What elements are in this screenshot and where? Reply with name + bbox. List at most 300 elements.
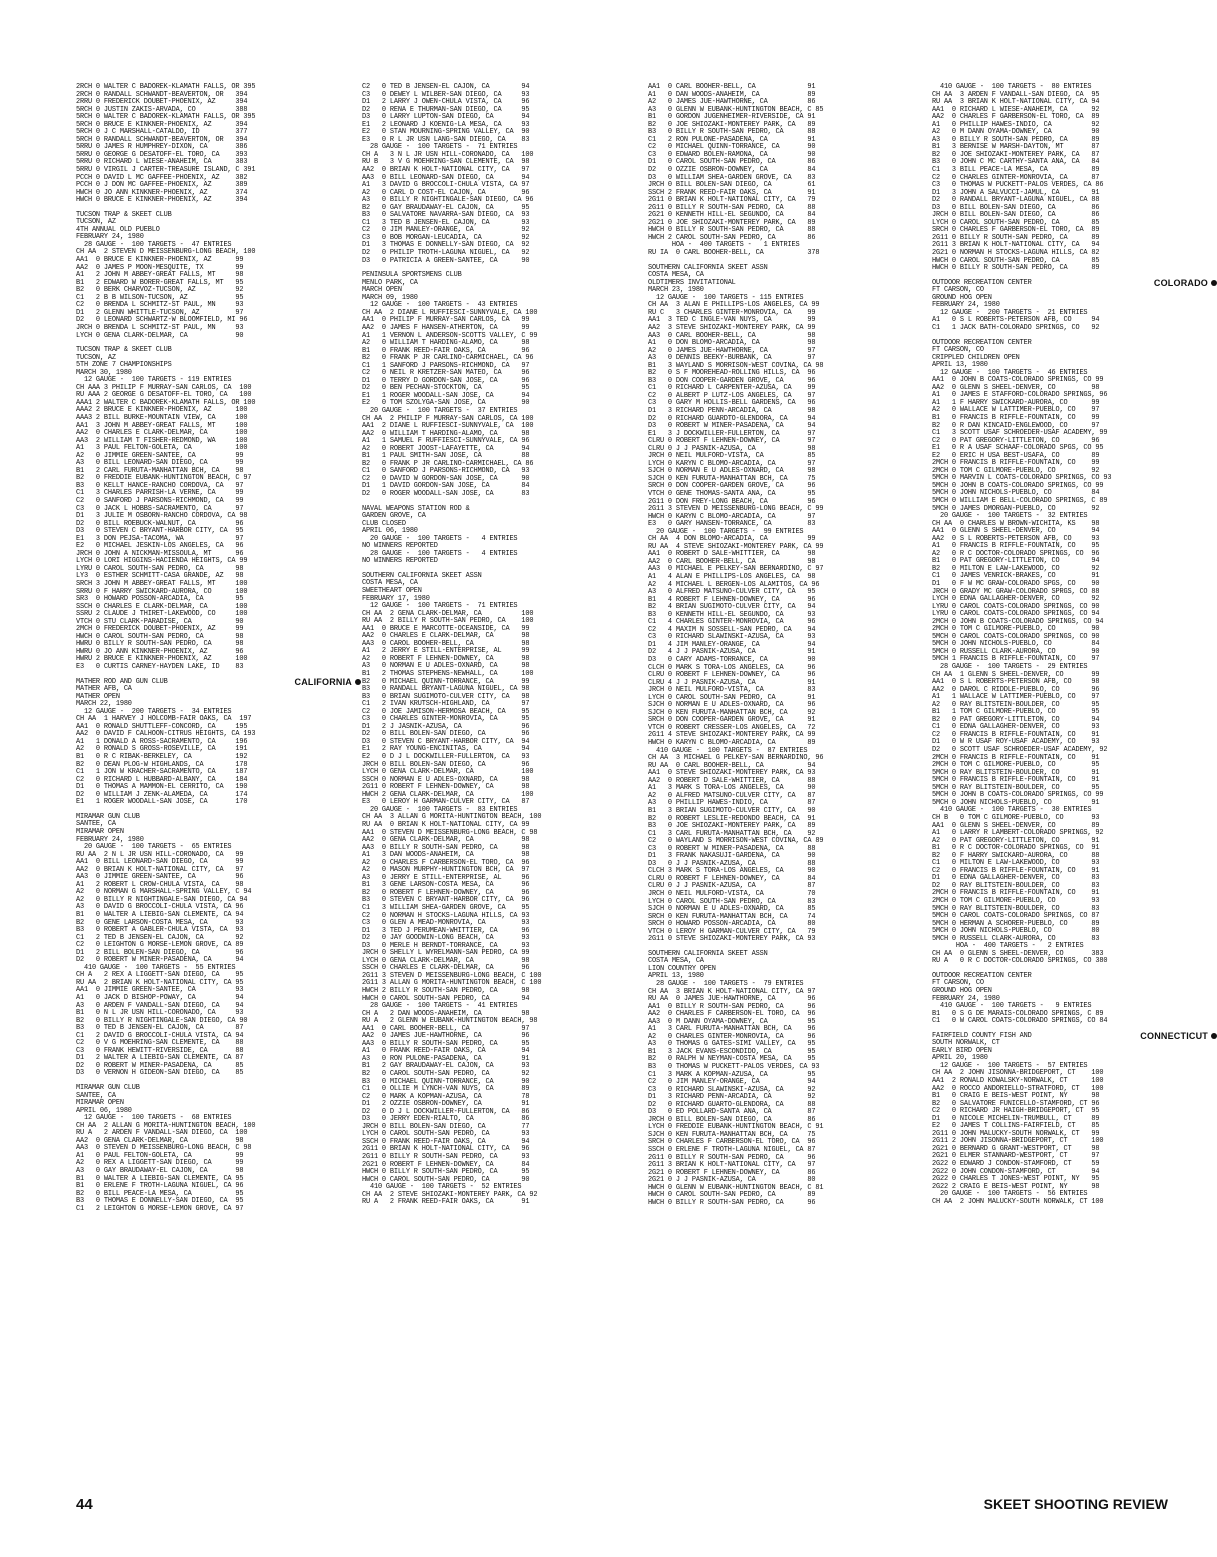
result-line: GROUND HOG OPEN bbox=[932, 986, 992, 995]
result-line: 5MCH 0 HERMAN A SCHORER-PUEBLO, CO 89 bbox=[932, 919, 1100, 928]
result-line: AA1 0 GLENN S SHEEL-DENVER, CO 94 bbox=[932, 527, 1100, 536]
result-line: E3 0 CURTIS CARNEY-HAYDEN LAKE, ID 83 bbox=[76, 663, 244, 672]
result-line: A1 2 JOHN M ABBEY-GREAT FALLS, MT 98 bbox=[76, 271, 244, 280]
result-line: D3 0 PATRICIA A GREEN-SANTEE, CA 90 bbox=[362, 256, 530, 265]
result-line: A2 0 BILLY R NIGHTINGALE-SAN DIEGO, CA 94 bbox=[76, 895, 248, 904]
result-line: 5MCH 0 RUSSELL CLARK-AURORA, CO 90 bbox=[932, 647, 1100, 656]
result-line: LYCH 0 KARYN C BLOMO-ARCADIA, CA 97 bbox=[648, 459, 816, 468]
result-line: 2MCH 0 FRANCIS B RIFFLE-FOUNTAIN, CO 99 bbox=[932, 459, 1100, 468]
result-line: 410 GAUGE - 100 TARGETS - 80 ENTRIES bbox=[932, 83, 1092, 91]
result-line: 5RCH 0 RANDALL SCHWANDT-BEAVERTON, OR 394 bbox=[76, 135, 248, 144]
result-line: E3 0 LEROY H GARMAN-CULVER CITY, CA 87 bbox=[362, 798, 530, 807]
result-line: APRIL 06, 1980 bbox=[76, 1106, 132, 1115]
result-line: 5MCH 0 JOHN NICHOLS-PUEBLO, CO 80 bbox=[932, 927, 1100, 936]
result-line: 5MCH 0 JOHN B COATS-COLORADO SPRINGS, CO 99 bbox=[932, 791, 1104, 800]
result-line: 2MCH 0 TOM C GILMORE-PUEBLO, CO 92 bbox=[932, 466, 1100, 475]
result-line: D1 4 JIM MANLEY-ORANGE, CA 94 bbox=[648, 640, 816, 649]
results-block bbox=[648, 951, 933, 1208]
result-line: B1 0 R C RIBAK-BERKELEY, CA 192 bbox=[76, 753, 248, 762]
result-line: 2MCH 0 TOM C GILMORE-PUEBLO, CO 95 bbox=[932, 761, 1100, 770]
result-line: TUCSON TRAP & SKEET CLUB bbox=[76, 346, 172, 355]
result-line: HOA - 400 TARGETS - 1 ENTRIES bbox=[648, 241, 800, 250]
result-line: CLCH 3 MARK S TORA-LOS ANGELES, CA 90 bbox=[648, 867, 816, 876]
result-line: HWCH 0 CAROL SOUTH-SAN PEDRO, CA 94 bbox=[362, 994, 530, 1003]
result-line: 20 GAUGE - 100 TARGETS - 83 ENTRIES bbox=[362, 805, 518, 814]
result-line: D1 0 W R USAF ROY-USAF ACADEMY, CO 93 bbox=[932, 738, 1100, 747]
result-line: C2 0 NEIL R KRETZER-SAN MATEO, CA 96 bbox=[362, 369, 530, 378]
result-line: OUTDOOR RECREATION CENTER bbox=[932, 278, 1032, 287]
result-line: 28 GAUGE - 100 TARGETS - 41 ENTRIES bbox=[362, 1002, 518, 1011]
result-line: CH A 3 N L JR USN HILL-CORONADO, CA 100 bbox=[362, 150, 534, 159]
result-line: 28 GAUGE - 100 TARGETS - 4 ENTRIES bbox=[362, 549, 518, 558]
result-line: A1 2 JERRY E STILL-ENTERPRISE, AL 99 bbox=[362, 647, 530, 656]
result-line: D2 0 WILLIAM J ZENK-ALAMEDA, CA 174 bbox=[76, 790, 248, 799]
result-line: C1 2 B B WILSON-TUCSON, AZ 95 bbox=[76, 293, 244, 302]
result-line: B1 0 S G DE MARAIS-COLORADO SPRINGS, C 89 bbox=[932, 1009, 1104, 1018]
result-line: C1 1 JON W KRACHER-SACRAMENTO, CA 187 bbox=[76, 768, 248, 777]
result-line: B2 0 F HARRY SWICKARD-AURORA, CO 88 bbox=[932, 851, 1100, 860]
result-line: PCCH 0 J DON MC GAFFEE-PHOENIX, AZ 389 bbox=[76, 181, 248, 190]
result-line: 2RRU 0 FREDERICK DOUBET-PHOENIX, AZ 394 bbox=[76, 98, 248, 107]
result-line: CLRU 0 ROBERT F LEHNEN-DOWNEY, CA 84 bbox=[648, 874, 816, 883]
result-line: 2G22 2 CRAIG E BEIS-WEST POINT, NY 98 bbox=[932, 1182, 1100, 1191]
result-line: B1 0 FRANCIS B RIFFLE-FOUNTAIN, CO 99 bbox=[932, 413, 1100, 422]
results-block bbox=[362, 272, 647, 498]
result-line: MATHER OPEN bbox=[76, 692, 120, 701]
result-line: AA1 0 CARL BOOHER-BELL, CA 91 bbox=[648, 83, 816, 91]
result-line: A3 0 BILLY R SOUTH-SAN PEDRO, CA 89 bbox=[932, 135, 1100, 144]
result-line: B1 2 GAY BRAUDAWAY-EL CAJON, CA 93 bbox=[362, 1062, 530, 1071]
result-line: A1 0 FRANCIS B RIFFLE-FOUNTAIN, CO 95 bbox=[932, 542, 1100, 551]
result-line: AA3 0 CARL BOOHER-BELL, CA 98 bbox=[648, 331, 816, 340]
result-line: FEBRUARY 24, 1980 bbox=[932, 301, 1000, 310]
result-line: CH B 0 TOM C GILMORE-PUEBLO, CO 93 bbox=[932, 813, 1100, 822]
result-line: A2 0 RONALD S GROSS-ROSEVILLE, CA 191 bbox=[76, 745, 248, 754]
results-block bbox=[76, 212, 361, 340]
result-line: B3 0 THOMAS E DONNELLY-SAN DIEGO, CA 95 bbox=[76, 1197, 244, 1206]
result-line: HWCH 0 KARYN C BLOMO-ARCADIA, CA 89 bbox=[648, 739, 816, 748]
result-line: E1 0 R A USAF SCHAAF-COLORADO SPGS, CO 95 bbox=[932, 444, 1104, 453]
result-line: C2 0 TED B JENSEN-EL CAJON, CA 94 bbox=[362, 83, 530, 91]
result-line: 12 GAUGE - 100 TARGETS - 46 ENTRIES bbox=[932, 368, 1088, 377]
result-line: MIRAMAR GUN CLUB bbox=[76, 1084, 140, 1092]
result-line: B3 0 SALVATORE NAVARRA-SAN DIEGO, CA 93 bbox=[362, 211, 530, 220]
result-line: RU A 0 R C DOCTOR-COLORADO SPRINGS, CO 380 bbox=[932, 957, 1108, 966]
result-line: B3 0 TED B JENSEN-EL CAJON, CA 87 bbox=[76, 1024, 244, 1033]
result-line: C1 2 RON PULONE-PASADENA, CA 91 bbox=[648, 135, 816, 144]
result-line: AA2 0 JAMES P MOON-MESQUITE, TX 99 bbox=[76, 263, 244, 272]
result-line: C1 2 LEIGHTON G MORSE-LEMON GROVE, CA 97 bbox=[76, 1204, 244, 1213]
result-line: 410 GAUGE - 100 TARGETS - 9 ENTRIES bbox=[932, 1002, 1092, 1011]
result-line: SJCH 0 NORMAN E U ADLES-OXNARD, CA 85 bbox=[648, 905, 816, 914]
result-line: 5RCH 0 WALTER C BADOREK-KLAMATH FALLS, OR 395 bbox=[76, 113, 256, 122]
result-line: MIRAMAR OPEN bbox=[76, 1099, 124, 1108]
result-line: FEBRUARY 24, 1980 bbox=[76, 233, 144, 242]
result-line: D1 0 EDNA GALLAGHER-DENVER, CO 83 bbox=[932, 874, 1100, 883]
result-line: E1 1 ROGER WOODALL-SAN JOSE, CA 94 bbox=[362, 391, 530, 400]
result-line: C1 3 CARL FURUTA-MANHATTAN BCH, CA 92 bbox=[648, 829, 816, 838]
result-line: CH AA 4 DON BLOMO-ARCADIA, CA 99 bbox=[648, 535, 816, 544]
result-line: AA1 0 ROBERT D SALE-WHITTIER, CA 98 bbox=[648, 550, 816, 559]
result-line: HWRU 0 JO ANN KINKNER-PHOENIX, AZ 96 bbox=[76, 647, 244, 656]
result-line: AA2 0 CHARLES F CARBERSON-EL TORO, CA 96 bbox=[648, 1010, 816, 1019]
result-line: AA2 0 ROCCO ANDORIELLO-STRATFORD, CT 100 bbox=[932, 1084, 1104, 1093]
result-line: AA1 0 CARL BOOHER-BELL, CA 97 bbox=[362, 1024, 530, 1033]
result-line: C3 0 GARY M HOLLIS-BELL GARDENS, CA 96 bbox=[648, 399, 816, 408]
result-line: C3 0 BOB MORGAN-LEUCADIA, CA 92 bbox=[362, 233, 530, 242]
results-block bbox=[648, 265, 933, 944]
result-line: B1 3 WAYLAND S MORRISON-WEST COVINA, CA 98 bbox=[648, 361, 824, 370]
result-line: MARCH OPEN bbox=[362, 286, 402, 295]
results-block bbox=[362, 84, 647, 265]
results-block bbox=[932, 277, 1217, 333]
result-line: C1 2 TED B JENSEN-EL CAJON, CA 92 bbox=[76, 933, 244, 942]
result-line: SSCH 0 FRANK REED-FAIR OAKS, CA 94 bbox=[362, 1137, 530, 1146]
result-line: JRCH 0 BILL BOLEN-SAN DIEGO, CA 86 bbox=[648, 1115, 816, 1124]
result-line: B1 2 CARL FURUTA-MANHATTAN BCH, CA 98 bbox=[76, 466, 244, 475]
result-line: 5MCH 0 FRANCIS B RIFFLE-FOUNTAIN, CO 91 bbox=[932, 776, 1100, 785]
result-line: HWRU 2 BRUCE E KINKNER-PHOENIX, AZ 100 bbox=[76, 655, 248, 664]
result-line: SRCH 0 HOWARD POSSON-ARCADIA, CA 80 bbox=[648, 920, 816, 929]
result-line: LYCH 0 GENA CLARK-DELMAR, CA 100 bbox=[362, 768, 534, 777]
result-line: SRCH 0 CHARLES F GARBERSON-EL TORO, CA 89 bbox=[932, 226, 1100, 235]
result-line: A1 1 WALLACE W LATTIMER-PUEBLO, CO 97 bbox=[932, 693, 1100, 702]
result-line: 5MCH 0 JOHN NICHOLS-PUEBLO, CO 84 bbox=[932, 640, 1100, 649]
bullet-icon bbox=[1211, 280, 1217, 286]
result-line: SRRU 0 F HARRY SWICKARD-AURORA, CO 100 bbox=[76, 587, 248, 596]
result-line: HWCH 0 CAROL SOUTH-SAN PEDRO, CA 90 bbox=[362, 1175, 530, 1184]
result-line: 2G22 0 CHARLES T JONES-WEST POINT, NY 95 bbox=[932, 1175, 1100, 1184]
result-line: E3 0 GARY HANSEN-TORRANCE, CA 83 bbox=[648, 520, 816, 529]
result-line: C2 0 FRANCIS B RIFFLE-FOUNTAIN, CO 91 bbox=[932, 730, 1100, 739]
result-line: B1 1 PAUL SMITH-SAN JOSE, CA 88 bbox=[362, 452, 530, 461]
result-line: SJCH 0 KEN FURUTA-MANHATTAN BCH, CA 75 bbox=[648, 1130, 816, 1139]
result-line: A1 0 PAUL FELTON-GOLETA, CA 99 bbox=[76, 1151, 244, 1160]
result-line: CH AA 2 ALLAN G MORITA-HUNTINGTON BEACH, 100 bbox=[76, 1121, 256, 1130]
result-line: SOUTH NORWALK, CT bbox=[932, 1039, 1000, 1048]
result-line: B1 0 WALTER A LIEBIG-SAN CLEMENTE, CA 95 bbox=[76, 1174, 244, 1183]
result-line: A1 4 ALAN E PHILLIPS-LOS ANGELES, CA 98 bbox=[648, 573, 816, 581]
result-line: A3 0 GAY BRAUDAWAY-EL CAJON, CA 98 bbox=[76, 1167, 244, 1176]
result-line: B3 0 KELLT HANCE-RANCHO CORDOVA, CA 97 bbox=[76, 481, 244, 490]
result-line: RU A 2 GLENN W EUBANK-HUNTINGTON BEACH, 98 bbox=[362, 1017, 538, 1026]
result-line: AA3 0 CAROL BOOHER-BELL, CA 98 bbox=[362, 639, 530, 648]
result-line: VTCH 0 ROBERT CRESSER-LOS ANGELES, CA 72 bbox=[648, 723, 816, 732]
result-line: JRCH 0 JOHN A NICKMAN-MISSOULA, MT 96 bbox=[76, 549, 244, 558]
result-line: RU AAA 2 GEORGE G DESATOFF-EL TORO, CA 100 bbox=[76, 391, 252, 400]
result-line: D1 3 RICHARD PENN-ARCADIA, CA 92 bbox=[648, 1093, 816, 1102]
result-line: SOUTHERN CALIFORNIA SKEET ASSN bbox=[362, 571, 482, 580]
result-line: B2 0 DEAN PLOG-W HIGHLANDS, CA 178 bbox=[76, 760, 248, 769]
result-line: B1 0 FRANK REED-FAIR OAKS, CA 96 bbox=[362, 346, 530, 355]
result-line: 12 GAUGE - 100 TARGETS - 115 ENTRIES bbox=[648, 293, 804, 302]
result-line: E2 0 D J L DOCKWILLER-FULLERTON, CA 93 bbox=[362, 753, 530, 762]
result-line: B2 0 ROBERT F LEHNEN-DOWNEY, CA 96 bbox=[362, 888, 530, 897]
result-line: B3 0 BILLY R SOUTH-SAN PEDRO, CA 88 bbox=[648, 128, 816, 137]
result-line: A1 1 VERNON L ANDERSON-SCOTTS VALLEY, C 99 bbox=[362, 331, 538, 340]
result-line: D2 0 RICHARD GUARTO-GLENDORA, CA 88 bbox=[648, 1100, 816, 1109]
result-line: 28 GAUGE - 100 TARGETS - 71 ENTRIES bbox=[362, 143, 518, 152]
result-line: MARCH 23, 1980 bbox=[648, 286, 704, 295]
result-line: CH AA 2 PHILIP F MURRAY-SAN CARLOS, CA 100 bbox=[362, 414, 534, 423]
result-line: B1 3 BERNISE W MARSH-DAYTON, MT 87 bbox=[932, 143, 1100, 152]
result-line: A2 0 ROBERT JOOST-LAFAYETTE, CA 94 bbox=[362, 444, 530, 453]
result-line: C2 0 MICHAEL QUINN-TORRANCE, CA 90 bbox=[648, 143, 816, 152]
result-line: CH AA 0 CHARLES W BROWN-WICHITA, KS 98 bbox=[932, 519, 1100, 528]
result-line: A1 0 JACK D BISHOP-POWAY, CA 94 bbox=[76, 993, 244, 1002]
result-line: B2 0 JOE SHIOZAKI-MONTEREY PARK, CA 89 bbox=[648, 120, 816, 129]
result-line: MENLO PARK, CA bbox=[362, 278, 418, 287]
result-line: C1 3 BILL PEACE-LA MESA, CA 89 bbox=[932, 166, 1100, 175]
result-line: B2 0 FRANK P JR CARLINO-CARMICHAEL, CA 96 bbox=[362, 354, 534, 363]
result-line: AA2 0 CHARLES E CLARK-DELMAR, CA 98 bbox=[362, 632, 530, 641]
result-line: D1 0 CAROL SOUTH-SAN PEDRO, CA 86 bbox=[648, 158, 816, 167]
result-line: B2 0 MILTON E LAW-LAKEWOOD, CO 92 bbox=[932, 564, 1100, 573]
result-line: C3 0 RICHARD SLAWINSKI-AZUSA, CA 93 bbox=[648, 633, 816, 642]
result-line: A1 0 LARRY R LAMBERT-COLORADO SPRINGS, 92 bbox=[932, 829, 1104, 838]
result-line: HWCH 0 JO ANN KINKNER-PHOENIX, AZ 374 bbox=[76, 188, 248, 197]
result-line: D1 2 WALTER A LIEBIG-SAN CLEMENTE, CA 87 bbox=[76, 1054, 244, 1063]
result-line: 410 GAUGE - 100 TARGETS - 52 ENTRIES bbox=[362, 1183, 522, 1192]
result-line: A2 0 CHARLES GINTER-MONROVIA, CA 96 bbox=[648, 1032, 816, 1041]
result-line: HOA - 400 TARGETS - 2 ENTRIES bbox=[932, 942, 1084, 951]
result-line: AA1 0 BRUCE E MARCOTTE-OCEANSIDE, CA 99 bbox=[362, 624, 530, 633]
result-line: MATHER AFB, CA bbox=[76, 685, 132, 694]
result-line: AA3 0 STEVEN D MEISSENBURG-LONG BEACH, C 98 bbox=[76, 1144, 252, 1153]
result-line: AA2 3 STEVE SHIOZAKI-MONTEREY PARK, CA 99 bbox=[648, 323, 816, 332]
result-line: D1 3 TED J PERUMEAN-WHITTIER, CA 96 bbox=[362, 926, 530, 935]
result-line: C2 0 FRANCIS B RIFFLE-FOUNTAIN, CO 91 bbox=[932, 866, 1100, 875]
result-line: A2 0 CARL D COST-EL CAJON, CA 96 bbox=[362, 188, 530, 197]
result-line: 2G11 0 BILLY R SOUTH-SAN PEDRO, CA 96 bbox=[648, 1153, 816, 1162]
result-line: AA1 0 STEVEN D MEISSENBURG-LONG BEACH, C 98 bbox=[362, 828, 538, 837]
result-line: AA1 0 JIMMIE GREEN-SANTEE, CA 93 bbox=[76, 986, 244, 995]
result-line: 410 GAUGE - 100 TARGETS - 55 ENTRIES bbox=[76, 963, 236, 972]
result-line: MATHER ROD AND GUN CLUB bbox=[76, 677, 168, 686]
result-line: C3 0 FRANK HEWITT-RIVERSIDE, CA 88 bbox=[76, 1046, 244, 1055]
result-line: C3 0 EDWARD BOLEN-RAMONA, CA 90 bbox=[648, 150, 816, 159]
result-line: VTCH 0 STU CLARK-PARADISE, CA 90 bbox=[76, 617, 244, 626]
result-line: 12 GAUGE - 200 TARGETS - 21 ENTRIES bbox=[932, 308, 1088, 317]
publication-title: SKEET SHOOTING REVIEW bbox=[983, 1496, 1168, 1512]
result-line: C2 0 BRENDA L SCHMITZ-ST PAUL, MN 93 bbox=[76, 301, 244, 310]
result-line: 5MCH 0 RAY BLITSTEIN-BOULDER, CO 83 bbox=[932, 904, 1100, 913]
result-line: E1 1 ROGER WOODALL-SAN JOSE, CA 170 bbox=[76, 798, 248, 807]
result-line: D2 0 RANDALL BRYANT-LAGUNA NIGUEL, CA 88 bbox=[932, 196, 1100, 205]
result-line: JRCH 0 BILL BOLEN-SAN DIEGO, CA 86 bbox=[932, 211, 1100, 220]
result-line: A2 0 R C DOCTOR-COLORADO SPRINGS, CO 96 bbox=[932, 549, 1100, 558]
result-line: AA1 0 JOHN B COATS-COLORADO SPRINGS, CO 99 bbox=[932, 376, 1104, 385]
result-line: GARDEN GROVE, CA bbox=[362, 512, 426, 521]
result-line: D2 0 BEN PECHAN-STOCKTON, CA 95 bbox=[362, 384, 530, 393]
result-line: SANTEE, CA bbox=[76, 820, 116, 829]
result-line: A3 0 BILL LEONARD-SAN DIEGO, CA 99 bbox=[76, 459, 244, 468]
result-line: B2 0 FREDDIE EUBANK-HUNTINGTON BEACH, C 97 bbox=[76, 474, 252, 483]
result-line: B1 0 ERLENE F TROTH-LAGUNA NIGUEL, CA 96 bbox=[76, 1182, 244, 1191]
result-line: AA3 0 BILLY R SOUTH-SAN PEDRO, CA 98 bbox=[362, 843, 530, 852]
result-line: VTCH 0 LEROY H GARMAN-CULVER CITY, CA 79 bbox=[648, 927, 816, 936]
result-line: RU AA 2 BRIAN K HOLT-NATIONAL CITY, CA 95 bbox=[76, 978, 244, 987]
result-line: D1 3 JOHN A SALVUCCI-JAMUL, CA 91 bbox=[932, 188, 1100, 197]
result-line: B1 1 TOM C GILMORE-PUEBLO, CO 95 bbox=[932, 708, 1100, 717]
result-line: JRCH 0 NEIL MULFORD-VISTA, CA 70 bbox=[648, 889, 816, 898]
result-line: D3 0 BILL BOLEN-SAN DIEGO, CA 86 bbox=[932, 203, 1100, 212]
result-line: SOUTHERN CALIFORNIA SKEET ASSN bbox=[648, 263, 768, 272]
result-line: 12 GAUGE - 100 TARGETS - 57 ENTRIES bbox=[932, 1061, 1088, 1070]
result-line: A1 0 JAMES E STAFFORD-COLORADO SPRINGS, 96 bbox=[932, 391, 1108, 400]
result-line: 5RCH 0 BRUCE E KINKNER-PHOENIX, AZ 394 bbox=[76, 120, 248, 129]
result-line: 5RRU 0 VIRGIL J CARTER-TREASURE ISLAND, C 391 bbox=[76, 166, 256, 175]
result-line: CLRU 0 J J PASNIK-AZUSA, CA 98 bbox=[648, 444, 816, 453]
result-line: A1 3 PAUL FELTON-GOLETA, CA 100 bbox=[76, 444, 248, 453]
result-line: CH AA 1 HARVEY J HOLCOMB-FAIR OAKS, CA 197 bbox=[76, 715, 252, 724]
state-name: CONNECTICUT bbox=[1140, 1030, 1208, 1041]
result-line: RU AA 0 BRIAN K HOLT-NATIONAL CITY, CA 99 bbox=[362, 820, 530, 829]
result-line: B1 2 EDWARD W BORER-GREAT FALLS, MT 95 bbox=[76, 278, 244, 287]
result-line: 5MCH 0 RUSSELL CLARK-AURORA, CO 83 bbox=[932, 934, 1100, 943]
result-line: CH A 2 DAN WOODS-ANAHEIM, CA 98 bbox=[362, 1009, 530, 1018]
result-line: B3 0 STEVEN C BRYANT-HARBOR CITY, CA 96 bbox=[362, 896, 530, 905]
result-line: HWCH 0 BRUCE E KINKNER-PHOENIX, AZ 394 bbox=[76, 196, 248, 205]
result-line: A3 0 DAVID G BROCCOLI-CHULA VISTA, CA 96 bbox=[76, 903, 244, 912]
result-line: C3 0 JACK L HOBBS-SACRAMENTO, CA 97 bbox=[76, 504, 244, 513]
result-line: SOUTHERN CALIFORNIA SKEET ASSN bbox=[648, 949, 768, 958]
result-line: C1 1 SANFORD J PARSONS-RICHMOND, CA 97 bbox=[362, 361, 530, 370]
result-line: 2RCH 0 WALTER C BADOREK-KLAMATH FALLS, OR 395 bbox=[76, 83, 256, 91]
result-line: AA3 0 BILL LEONARD-SAN DIEGO, CA 94 bbox=[362, 173, 530, 182]
result-line: CH AA 1 GLENN S SHEEL-DENVER, CO 99 bbox=[932, 670, 1100, 679]
result-line: B2 0 JOE SHIOZAKI-MONTEREY PARK, CA 87 bbox=[932, 150, 1100, 159]
result-line: 28 GAUGE - 100 TARGETS - 79 ENTRIES bbox=[648, 979, 804, 988]
result-line: C1 0 EDNA GALLAGHER-DENVER, CO 93 bbox=[932, 723, 1100, 732]
result-line: C3 0 THOMAS W PUCKETT-PALOS VERDES, CA 86 bbox=[932, 181, 1104, 190]
result-line: E2 0 ERIC H USA BEST-USAFA, CO 89 bbox=[932, 451, 1100, 460]
result-line: OUTDOOR RECREATION CENTER bbox=[932, 971, 1032, 980]
result-line: AA2 0 GLENN S SHEEL-DENVER, CO 98 bbox=[932, 383, 1100, 392]
result-line: HWCH 2 CAROL SOUTH-SAN PEDRO, CA 86 bbox=[648, 233, 816, 242]
result-line: 5MCH 0 JOHN NICHOLS-PUEBLO, CO 84 bbox=[932, 489, 1100, 498]
result-line: A2 0 WILLIAM T HARDING-ALAMO, CA 98 bbox=[362, 339, 530, 348]
results-block bbox=[76, 347, 361, 672]
result-line: D2 4 J J PASNIK-AZUSA, CA 91 bbox=[648, 648, 816, 657]
result-line: SSCH 0 NORMAN E U ADLES-OXNARD, CA 98 bbox=[362, 775, 530, 784]
result-line: E2 0 TOM SZOLYGA-SAN JOSE, CA 90 bbox=[362, 399, 530, 408]
result-line: A3 0 PHILLIP HAWES-INDIO, CA 87 bbox=[648, 799, 816, 808]
result-line: C2 0 RICHARD L HUBBARD-ALBANY, CA 184 bbox=[76, 775, 248, 784]
result-line: A2 0 NORMAN G MARSHALL-SPRING VALLEY, C 94 bbox=[76, 888, 252, 897]
result-line: FT CARSON, CO bbox=[932, 346, 984, 355]
result-line: D3 0 MERLE H BERNDT-TORRANCE, CA 93 bbox=[362, 941, 530, 950]
result-line: AAA2 2 BRUCE E KINKNER-PHOENIX, AZ 100 bbox=[76, 406, 248, 415]
result-line: 2MCH 0 TOM C GILMORE-PUEBLO, CO 93 bbox=[932, 896, 1100, 905]
result-line: A3 0 JERRY E STILL-ENTERPRISE, AL 96 bbox=[362, 873, 530, 882]
result-line: C2 0 NORMAN H STOCKS-LAGUNA HILLS, CA 93 bbox=[362, 911, 530, 920]
result-line: 5MCH 0 CAROL COATS-COLORADO SPRINGS, CO 90 bbox=[932, 632, 1100, 641]
result-line: A1 0 PHILLIP HAWES-INDIO, CA 92 bbox=[932, 120, 1100, 129]
results-column-3 bbox=[648, 84, 933, 1384]
result-line: OUTDOOR RECREATION CENTER bbox=[932, 338, 1032, 347]
result-line: C2 0 RICHARD JR HAIGH-BRIDGEPORT, CT 95 bbox=[932, 1107, 1100, 1116]
result-line: LYCH 0 FREDDIE EUBANK-HUNTINGTON BEACH, C 91 bbox=[648, 1123, 824, 1132]
result-line: A1 0 S L ROBERTS-PETERSON AFB, CO 94 bbox=[932, 316, 1100, 325]
result-line: JRCH 0 SHELLY L WYRELMANN-SAN PEDRO, CA 99 bbox=[362, 949, 530, 958]
result-line: FT CARSON, CO bbox=[932, 286, 984, 295]
result-line: SSCH 0 CHARLES E CLARK-DELMAR, CA 96 bbox=[362, 964, 530, 973]
result-line: 12 GAUGE - 100 TARGETS - 119 ENTRIES bbox=[76, 376, 232, 385]
result-line: 2G21 0 JOE SHIOZAKI-MONTEREY PARK, CA 89 bbox=[648, 218, 816, 227]
result-line: 5MCH 1 FRANCIS B RIFFLE-FOUNTAIN, CO 97 bbox=[932, 655, 1100, 664]
result-line: 28 GAUGE - 100 TARGETS - 29 ENTRIES bbox=[932, 663, 1088, 672]
result-line: B2 0 R DAN KINCAID-ENGLEWOOD, CO 97 bbox=[932, 421, 1100, 430]
result-line: LYCH 0 GENA CLARK-DELMAR, CA 98 bbox=[362, 956, 530, 965]
result-line: CH AAA 3 PHILIP F MURRAY-SAN CARLOS, CA 100 bbox=[76, 383, 252, 392]
result-line: AA1 3 JOHN M ABBEY-GREAT FALLS, MT 100 bbox=[76, 421, 248, 430]
result-line: RU AA 2 N L JR USN HILL-CORONADO, CA 99 bbox=[76, 850, 244, 859]
result-line: SJCH 0 KEN FURUTA-MANHATTAN BCH, CA 75 bbox=[648, 474, 816, 483]
result-line: 5MCH 0 JOHN NICHOLS-PUEBLO, CO 91 bbox=[932, 798, 1100, 807]
result-line: C2 0 JIM MANLEY-ORANGE, CA 92 bbox=[362, 226, 530, 235]
result-line: B1 0 CRAIG E BEIS-WEST POINT, NY 98 bbox=[932, 1092, 1100, 1101]
result-line: LYCH 0 LORI HIGGINS-HACIENDA HEIGHTS, CA 99 bbox=[76, 557, 248, 566]
result-line: B1 2 THOMAS STEPHENS-NEWHALL, CA 100 bbox=[362, 670, 534, 679]
result-line: B3 0 BRIAN SUGIMOTO-CULVER CITY, CA 98 bbox=[362, 692, 530, 701]
result-line: C3 0 ROBERT W MINER-PASADENA, CA 88 bbox=[648, 844, 816, 853]
result-line: B2 4 BRIAN SUGIMOTO-CULVER CITY, CA 94 bbox=[648, 603, 816, 612]
result-line: 2G22 0 EDWARD J CONDON-STAMFORD, CT 59 bbox=[932, 1160, 1100, 1169]
result-line: 2G11 0 BILLY R SOUTH-SAN PEDRO, CA 93 bbox=[362, 1153, 530, 1162]
result-line: B3 0 DON COOPER-GARDEN GROVE, CA 96 bbox=[648, 376, 816, 385]
result-line: D1 0 F W MC GRAW-COLORADO SPGS, CO 90 bbox=[932, 580, 1100, 588]
result-line: 410 GAUGE - 100 TARGETS - 30 ENTRIES bbox=[932, 806, 1092, 815]
result-line: 5RRU 0 JAMES R HUMPHREY-DIXON, CA 386 bbox=[76, 143, 248, 152]
result-line: C2 0 CHARLES GINTER-MONROVIA, CA 87 bbox=[932, 173, 1100, 182]
result-line: B1 0 N L JR USN HILL-CORONADO, CA 93 bbox=[76, 1009, 244, 1018]
result-line: E1 2 LEONARD J KOENIG-LA MESA, CA 93 bbox=[362, 120, 530, 129]
result-line: 20 GAUGE - 100 TARGETS - 56 ENTRIES bbox=[932, 1190, 1088, 1199]
result-line: 2G22 0 JOHN CONDON-STAMFORD, CT 94 bbox=[932, 1167, 1100, 1176]
result-line: C3 0 CHARLES GINTER-MONROVIA, CA 95 bbox=[362, 715, 530, 724]
result-line: CLRU 0 ROBERT F LEHNEN-DOWNEY, CA 96 bbox=[648, 671, 816, 680]
result-line: 12 GAUGE - 100 TARGETS - 68 ENTRIES bbox=[76, 1114, 232, 1123]
result-line: JRCH 0 BILL BOLEN-SAN DIEGO, CA 96 bbox=[362, 760, 530, 769]
result-line: B1 3 BRIAN SUGIMOTO-CULVER CITY, CA 90 bbox=[648, 806, 816, 815]
result-line: A2 0 ALFRED MATSUNO-CULVER CITY, CA 87 bbox=[648, 791, 816, 800]
state-heading bbox=[1140, 1030, 1217, 1041]
result-line: C2 0 SANFORD J PARSONS-RICHMOND, CA 99 bbox=[76, 496, 244, 505]
result-line: C1 4 CHARLES GINTER-MONROVIA, CA 96 bbox=[648, 618, 816, 627]
result-line: AA1 0 PHILIP F MURRAY-SAN CARLOS, CA 99 bbox=[362, 316, 530, 325]
result-line: D2 0 D J L DOCKWILLER-FULLERTON, CA 86 bbox=[362, 1107, 530, 1116]
result-line: LYRU 0 CAROL SOUTH-SAN PEDRO, CA 98 bbox=[76, 564, 244, 573]
result-line: APRIL 06, 1980 bbox=[362, 527, 418, 536]
state-name: COLORADO bbox=[1153, 277, 1208, 288]
result-line: 2G11 3 BRIAN K HOLT-NATIONAL CITY, CA 94 bbox=[932, 241, 1100, 250]
result-line: CLRU 0 J J PASNIK-AZUSA, CA 87 bbox=[648, 882, 816, 891]
result-line: CLRU 4 J J PASNIK-AZUSA, CA 91 bbox=[648, 678, 816, 687]
result-line: 5MCH 0 JAMES DMORGAN-PUEBLO, CO 92 bbox=[932, 504, 1100, 513]
result-line: SJCH 0 KEN FURUTA-MANHATTAN BCH, CA 92 bbox=[648, 708, 816, 717]
result-line: SRCH 3 JOHN M ABBEY-GREAT FALLS, MT 100 bbox=[76, 580, 248, 588]
result-line: D1 0 TERRY D GORDON-SAN JOSE, CA 96 bbox=[362, 376, 530, 385]
result-line: LYCH 0 GENA CLARK-DELMAR, CA 90 bbox=[76, 331, 244, 340]
result-line: B2 0 BILLY R NIGHTINGALE-SAN DIEGO, CA 90 bbox=[76, 1016, 248, 1025]
result-line: RU B 3 V G MOEHRING-SAN CLEMENTE, CA 98 bbox=[362, 158, 530, 167]
result-line: 2G21 0 ROBERT F LEHNEN-DOWNEY, CA 84 bbox=[362, 1160, 530, 1169]
result-line: C1 0 JAMES VENRICK-BRAKES, CO 91 bbox=[932, 572, 1100, 581]
result-line: 2G11 0 BRIAN K HOLT-NATIONAL CITY, CA 96 bbox=[362, 1145, 530, 1154]
result-line: RU C 3 CHARLES GINTER-MONROVIA, CA 99 bbox=[648, 308, 816, 317]
result-line: LYCH 0 CAROL SOUTH-SAN PEDRO, CA 83 bbox=[648, 897, 816, 906]
